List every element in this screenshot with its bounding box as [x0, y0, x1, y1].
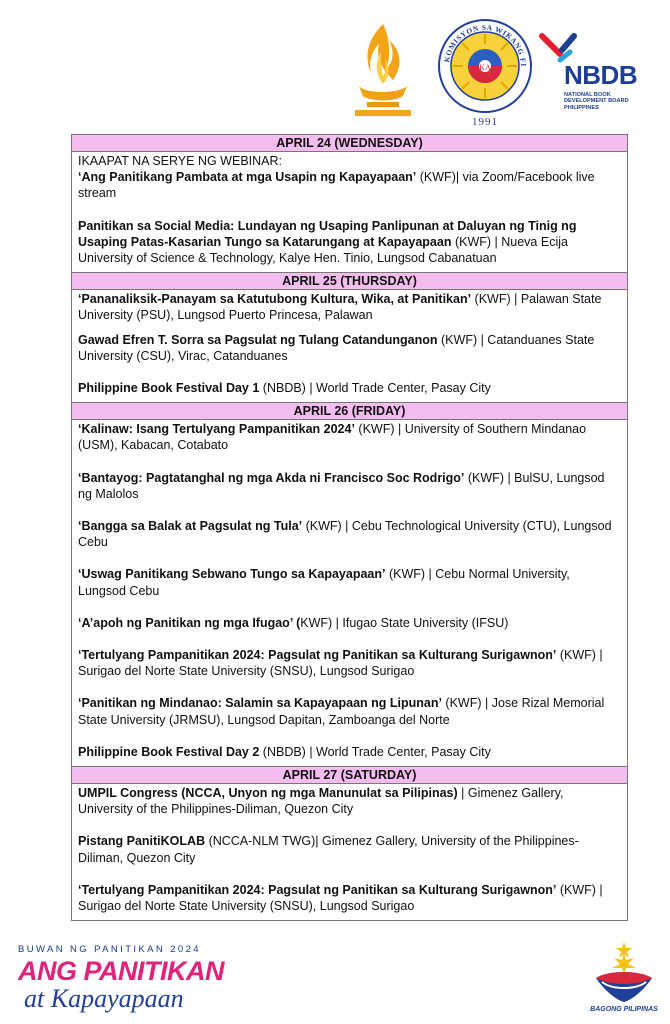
bagong-pilipinas-icon — [588, 940, 660, 1006]
day-body-april-26 — [72, 420, 627, 766]
buwan-label: BUWAN NG PANITIKAN 2024 — [18, 944, 201, 955]
svg-text:KA: KA — [479, 63, 491, 72]
event-item: ‘Tertulyang Pampanitikan 2024: Pagsulat ng Panitikan sa Kulturang Surigawnon’ (KWF) | Surigao del Norte State University (SNSU), Lungsod Surigao — [78, 882, 603, 914]
bagong-pilipinas-logo — [588, 940, 660, 1020]
event-item: ‘Bangga sa Balak at Pagsulat ng Tula’ (KWF) | Cebu Technological University (CTU), Lungsod Cebu — [78, 519, 612, 550]
event-item: ‘Panitikan ng Mindanao: Salamin sa Kapayapaan ng Lipunan’ (KWF) | Jose Rizal Memorial State University (JRMSU), Lungsod Dapitan, Zamboanga del Norte — [78, 696, 605, 727]
kwf-seal-text: KOMISYON SA WIKANG FI — [442, 22, 529, 67]
day-body-april-27 — [72, 784, 627, 920]
event-item: Gawad Efren T. Sorra sa Pagsulat ng Tulang Catandunganon (KWF) | Catanduanes State University (CSU), Virac, Catanduanes — [78, 332, 595, 363]
webinar-intro: IKAAPAT NA SERYE NG WEBINAR: — [78, 154, 282, 168]
kwf-seal-logo — [437, 18, 533, 128]
event-item: Pistang PanitiKOLAB (NCCA-NLM TWG)| Gimenez Gallery, University of the Philippines-Diliman, Quezon City — [78, 834, 579, 865]
event-item: ‘Bantayog: Pagtatanghal ng mga Akda ni Francisco Soc Rodrigo’ (KWF) | BulSU, Lungsod ng Malolos — [78, 470, 605, 501]
day-header-april-26: APRIL 26 (FRIDAY) — [72, 402, 627, 420]
event-item: ‘Ang Panitikang Pambata at mga Usapin ng Kapayapaan’ (KWF)| via Zoom/Facebook live stream — [78, 170, 595, 201]
nbdb-logo — [538, 30, 653, 110]
event-item: ‘Pananaliksik-Panayam sa Katutubong Kultura, Wika, at Panitikan’ (KWF) | Palawan State University (PSU), Lungsod Puerto Princesa, Palawan — [78, 292, 602, 323]
day-header-april-24: APRIL 24 (WEDNESDAY) — [72, 135, 627, 152]
event-item: ‘Tertulyang Pampanitikan 2024: Pagsulat ng Panitikan sa Kulturang Surigawnon’ (KWF) | Surigao del Norte State University (SNSU), Lungsod Surigao — [78, 648, 603, 679]
kwf-seal-icon — [437, 18, 533, 114]
day-header-april-27: APRIL 27 (SATURDAY) — [72, 766, 627, 784]
day-body-april-25 — [72, 290, 627, 402]
schedule-table — [71, 134, 628, 921]
nbdb-subtitle: NATIONAL BOOK DEVELOPMENT BOARD PHILIPPINES — [564, 92, 629, 111]
event-item: Philippine Book Festival Day 2 (NBDB) | World Trade Center, Pasay City — [78, 744, 491, 759]
kapayapaan-label: at Kapayapaan — [24, 984, 184, 1013]
nbdb-title: NBDB — [564, 60, 638, 90]
flame-icon — [345, 22, 420, 120]
event-item: ‘Kalinaw: Isang Tertulyang Pampanitikan 2024’ (KWF) | University of Southern Mindanao (USM), Kabacan, Cotabato — [78, 422, 587, 453]
day-header-april-25: APRIL 25 (THURSDAY) — [72, 272, 627, 290]
event-item: Philippine Book Festival Day 1 (NBDB) | World Trade Center, Pasay City — [78, 381, 491, 396]
ang-panitikan-label: ANG PANITIKAN — [18, 956, 224, 986]
torch-logo — [345, 22, 420, 120]
event-item: Panitikan sa Social Media: Lundayan ng Usaping Panlipunan at Daluyan ng Tinig ng Usaping Patas-Kasarian Tungo sa Katarungang at Kapayapaan (KWF) | Nueva Ecija University of Science & Technology, Kalye Hen. Tinio, Lungsod Cabanatuan — [78, 218, 577, 266]
buwan-ng-panitikan-logo — [18, 944, 228, 1014]
header-logos — [0, 0, 670, 128]
event-item: ‘A’apoh ng Panitikan ng mga Ifugao’ (KWF) | Ifugao State University (IFSU) — [78, 615, 509, 630]
event-item: ‘Uswag Panitikang Sebwano Tungo sa Kapayapaan’ (KWF) | Cebu Normal University, Lungsod Cebu — [78, 567, 570, 598]
bagong-pilipinas-label: BAGONG PILIPINAS — [590, 1006, 658, 1013]
event-item: UMPIL Congress (NCCA, Unyon ng mga Manunulat sa Pilipinas) | Gimenez Gallery, University of the Philippines-Diliman, Quezon City — [78, 786, 564, 817]
day-body-april-24 — [72, 152, 627, 272]
kwf-year: 1991 — [472, 116, 498, 128]
